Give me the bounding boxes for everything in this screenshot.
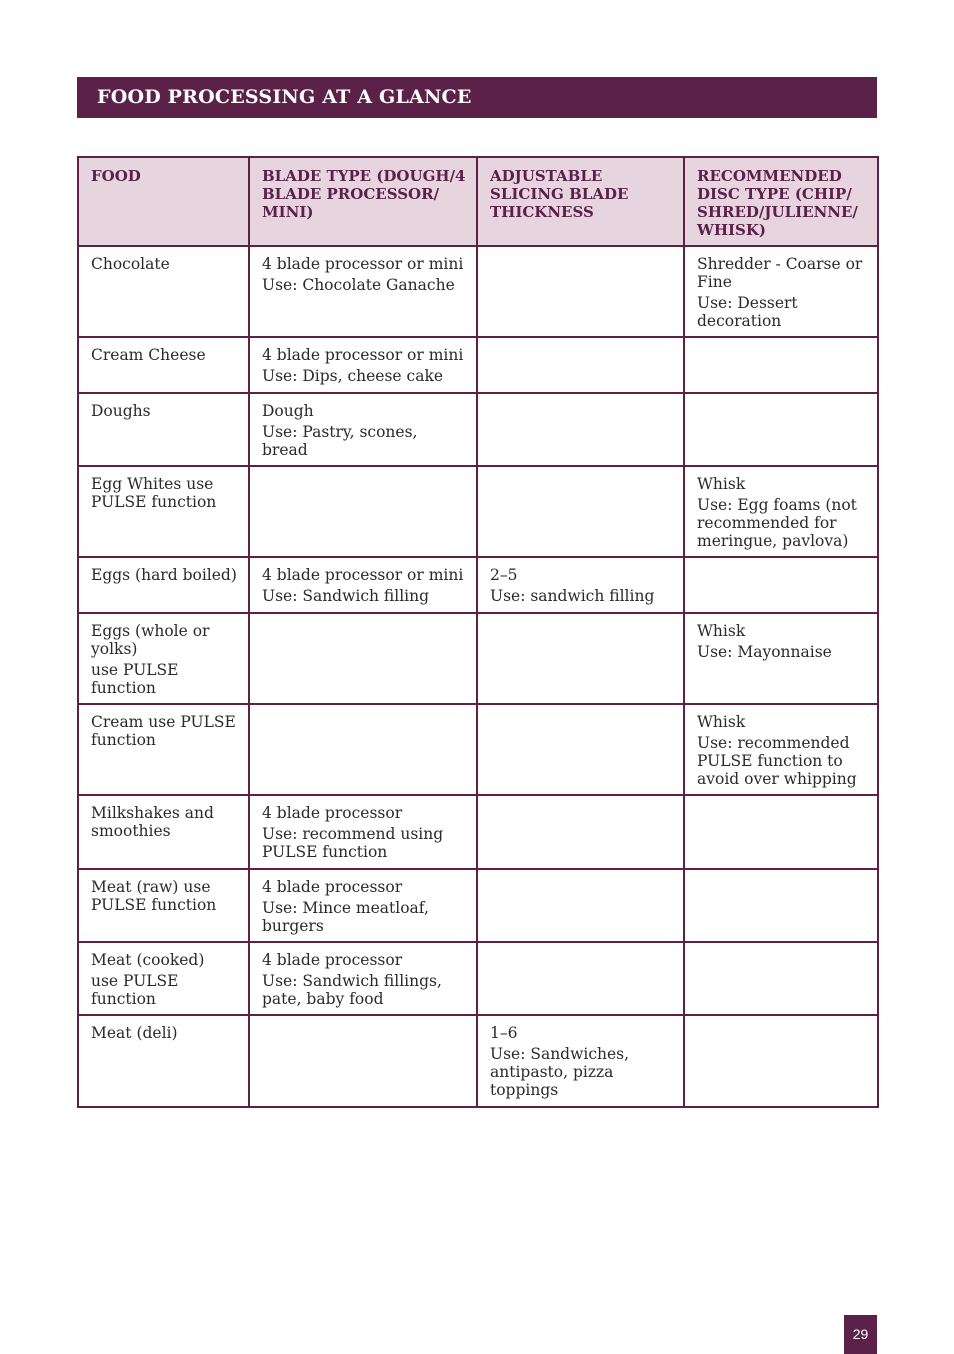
table-row xyxy=(78,942,878,1015)
table-body xyxy=(78,246,878,1107)
cell-text: Use: recommended PULSE function to avoid over whipping xyxy=(697,734,857,788)
slicing-thickness-cell xyxy=(477,613,684,704)
cell-text: Dough xyxy=(262,402,314,420)
disc-type-cell xyxy=(684,393,878,466)
column-header-blade-type: BLADE TYPE (DOUGH/4 BLADE PROCESSOR/ MINI) xyxy=(249,157,477,246)
food-cell xyxy=(78,246,249,337)
slicing-thickness-cell xyxy=(477,557,684,613)
cell-text: Milkshakes and smoothies xyxy=(91,804,214,840)
disc-type-cell xyxy=(684,246,878,337)
food-cell xyxy=(78,557,249,613)
cell-text: Use: Egg foams (not recommended for meringue, pavlova) xyxy=(697,496,857,550)
cell-text: Eggs (hard boiled) xyxy=(91,566,237,584)
disc-type-cell xyxy=(684,466,878,557)
cell-text: 2–5 xyxy=(490,566,518,584)
table-row xyxy=(78,1015,878,1107)
page-number-badge xyxy=(844,1315,877,1354)
cell-text: Use: Mayonnaise xyxy=(697,643,832,661)
table-row xyxy=(78,246,878,337)
cell-text: 4 blade processor xyxy=(262,951,403,969)
slicing-thickness-cell xyxy=(477,942,684,1015)
blade-type-cell xyxy=(249,246,477,337)
food-cell xyxy=(78,337,249,393)
blade-type-cell xyxy=(249,942,477,1015)
blade-type-cell xyxy=(249,557,477,613)
disc-type-cell xyxy=(684,795,878,869)
cell-text: Whisk xyxy=(697,475,746,493)
food-cell xyxy=(78,466,249,557)
disc-type-cell xyxy=(684,1015,878,1107)
table-row xyxy=(78,613,878,704)
table-row xyxy=(78,704,878,795)
slicing-thickness-cell xyxy=(477,869,684,942)
cell-text: Chocolate xyxy=(91,255,170,273)
table-row xyxy=(78,869,878,942)
cell-text: Use: sandwich filling xyxy=(490,587,655,605)
cell-text: Meat (cooked) xyxy=(91,951,205,969)
slicing-thickness-cell xyxy=(477,1015,684,1107)
disc-type-cell xyxy=(684,869,878,942)
disc-type-cell xyxy=(684,704,878,795)
cell-text: Use: Sandwiches, antipasto, pizza toppings xyxy=(490,1045,630,1099)
cell-text: Use: Sandwich filling xyxy=(262,587,430,605)
table-row xyxy=(78,795,878,869)
cell-text: Shredder - Coarse or Fine xyxy=(697,255,863,291)
column-header-disc-type: RECOMMENDED DISC TYPE (CHIP/ SHRED/JULIENNE/ WHISK) xyxy=(684,157,878,246)
food-cell xyxy=(78,393,249,466)
table-header xyxy=(78,157,878,246)
cell-text: Use: Sandwich fillings, pate, baby food xyxy=(262,972,442,1008)
table-row xyxy=(78,466,878,557)
food-cell xyxy=(78,704,249,795)
cell-text: Whisk xyxy=(697,713,746,731)
table-row xyxy=(78,337,878,393)
cell-text: Meat (raw) use PULSE function xyxy=(91,878,217,914)
food-cell xyxy=(78,942,249,1015)
page-number: 29 xyxy=(852,1326,869,1342)
slicing-thickness-cell xyxy=(477,337,684,393)
cell-text: Meat (deli) xyxy=(91,1024,178,1042)
column-header-slicing-thickness: ADJUSTABLE SLICING BLADE THICKNESS xyxy=(477,157,684,246)
section-title: FOOD PROCESSING AT A GLANCE xyxy=(97,86,472,108)
header-row xyxy=(78,157,878,246)
cell-text: Use: Mince meatloaf, burgers xyxy=(262,899,429,935)
cell-text: Use: Dessert decoration xyxy=(697,294,798,330)
slicing-thickness-cell xyxy=(477,246,684,337)
section-title-banner xyxy=(77,77,877,118)
food-processing-table xyxy=(77,156,879,1108)
food-cell xyxy=(78,1015,249,1107)
table-row xyxy=(78,557,878,613)
blade-type-cell xyxy=(249,704,477,795)
cell-text: use PULSE function xyxy=(91,661,179,697)
food-cell xyxy=(78,613,249,704)
cell-text: 4 blade processor or mini xyxy=(262,255,464,273)
cell-text: 4 blade processor xyxy=(262,804,403,822)
cell-text: Use: Dips, cheese cake xyxy=(262,367,444,385)
slicing-thickness-cell xyxy=(477,393,684,466)
cell-text: 4 blade processor xyxy=(262,878,403,896)
disc-type-cell xyxy=(684,942,878,1015)
cell-text: Whisk xyxy=(697,622,746,640)
disc-type-cell xyxy=(684,613,878,704)
blade-type-cell xyxy=(249,393,477,466)
table-row xyxy=(78,393,878,466)
slicing-thickness-cell xyxy=(477,466,684,557)
blade-type-cell xyxy=(249,795,477,869)
blade-type-cell xyxy=(249,466,477,557)
food-cell xyxy=(78,795,249,869)
cell-text: Egg Whites use PULSE function xyxy=(91,475,217,511)
slicing-thickness-cell xyxy=(477,704,684,795)
cell-text: Cream use PULSE function xyxy=(91,713,236,749)
disc-type-cell xyxy=(684,557,878,613)
cell-text: Eggs (whole or yolks) xyxy=(91,622,210,658)
slicing-thickness-cell xyxy=(477,795,684,869)
cell-text: Use: recommend using PULSE function xyxy=(262,825,444,861)
cell-text: Doughs xyxy=(91,402,151,420)
column-header-food: FOOD xyxy=(78,157,249,246)
food-cell xyxy=(78,869,249,942)
cell-text: Use: Chocolate Ganache xyxy=(262,276,455,294)
cell-text: Use: Pastry, scones, bread xyxy=(262,423,418,459)
blade-type-cell xyxy=(249,1015,477,1107)
disc-type-cell xyxy=(684,337,878,393)
cell-text: 4 blade processor or mini xyxy=(262,566,464,584)
blade-type-cell xyxy=(249,613,477,704)
blade-type-cell xyxy=(249,337,477,393)
cell-text: Cream Cheese xyxy=(91,346,206,364)
cell-text: 1–6 xyxy=(490,1024,518,1042)
blade-type-cell xyxy=(249,869,477,942)
cell-text: use PULSE function xyxy=(91,972,179,1008)
cell-text: 4 blade processor or mini xyxy=(262,346,464,364)
